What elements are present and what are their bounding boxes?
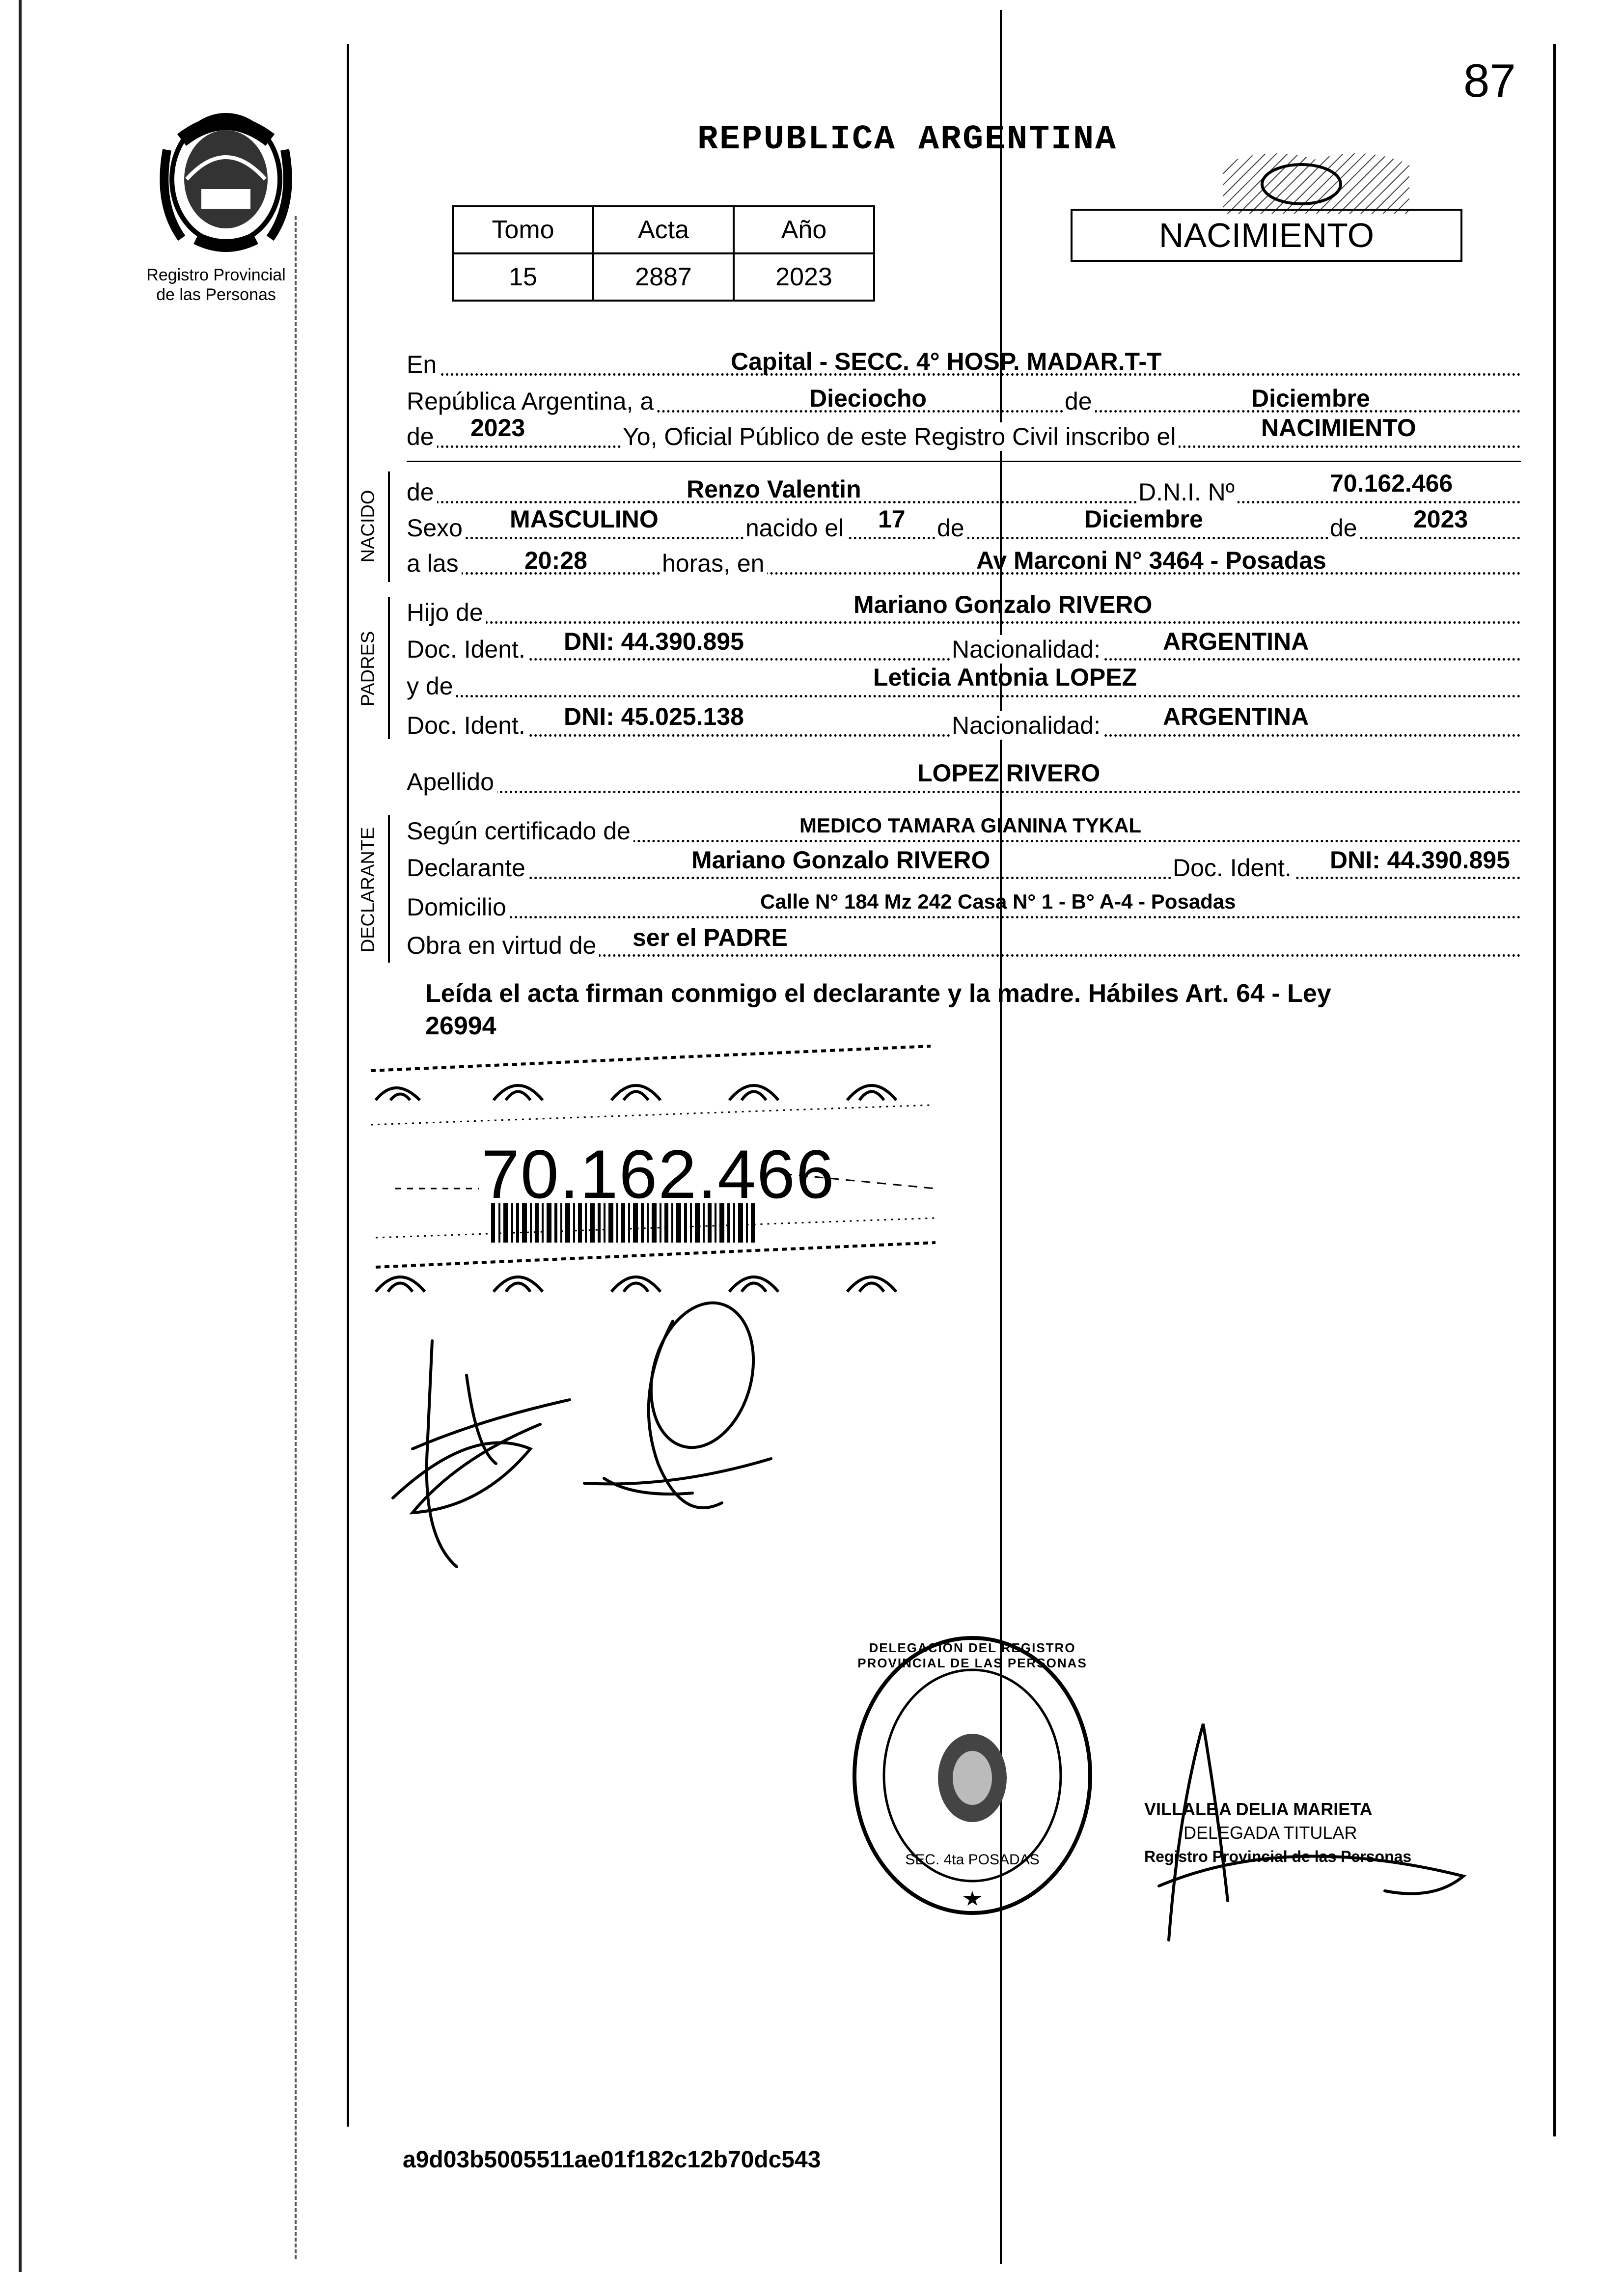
declarante-section-label: DECLARANTE (358, 827, 379, 953)
y-de-label: y de (407, 672, 456, 700)
registry-line-1: Registro Provincial (146, 266, 286, 284)
father-nationality-label: Nacionalidad: (952, 635, 1103, 664)
hijo-de-label: Hijo de (407, 598, 486, 627)
birth-hour: 20:28 (524, 547, 587, 574)
nacido-top-rule (407, 461, 1521, 462)
father-name: Mariano Gonzalo RIVERO (853, 591, 1153, 618)
registry-line-2: de las Personas (156, 285, 276, 304)
frame-left-line (347, 44, 349, 2127)
register-table-header-row (453, 206, 874, 253)
row-father-doc (407, 628, 1521, 665)
dotted-leader (407, 877, 1521, 879)
mother-doc: DNI: 45.025.138 (564, 703, 744, 730)
closing-line-2: 26994 (425, 1012, 496, 1040)
de-label: de (1065, 387, 1095, 416)
seal-ring-text: DELEGACION DEL REGISTRO PROVINCIAL DE LAS PERSONAS (857, 1640, 1087, 1670)
register-value-tomo: 15 (453, 253, 593, 301)
row-apellido (407, 759, 1521, 798)
declarant-name: Mariano Gonzalo RIVERO (691, 846, 991, 874)
register-table-value-row (453, 253, 874, 301)
registration-year: 2023 (470, 414, 525, 442)
closing-statement (425, 977, 1506, 1042)
country-title: REPUBLICA ARGENTINA (697, 120, 1118, 159)
seal-inner-text: SEC. 4ta POSADAS (905, 1852, 1040, 1868)
row-domicilio (407, 890, 1521, 923)
dotted-leader (407, 621, 1521, 624)
sticker-number: 70.162.466 (481, 1136, 835, 1213)
a-las-label: a las (407, 549, 462, 578)
declarant-doc: DNI: 44.390.895 (1330, 846, 1510, 874)
mother-doc-label: Doc. Ident. (407, 711, 528, 740)
father-doc: DNI: 44.390.895 (564, 628, 744, 655)
birth-de-label-2: de (1330, 514, 1360, 542)
surname: LOPEZ RIVERO (917, 759, 1101, 787)
page-number: 87 (1463, 55, 1516, 107)
official-stamp-name: VILLALBA DELIA MARIETA (1144, 1799, 1373, 1819)
frame-right-line (1553, 44, 1556, 2136)
registration-month: Diciembre (1251, 385, 1370, 412)
declarante-bracket (388, 815, 390, 963)
row-mother-doc (407, 703, 1521, 742)
provincia-emblem (152, 106, 300, 258)
year-prefix-label: de (407, 422, 437, 451)
row-obra (407, 924, 1521, 962)
declarante-label: Declarante (407, 854, 528, 882)
address: Calle N° 184 Mz 242 Casa N° 1 - B° A-4 - Posadas (760, 890, 1236, 913)
birth-year: 2023 (1413, 505, 1468, 533)
row-hora (407, 547, 1521, 580)
left-edge-line (19, 0, 22, 2272)
dni-label-sticker (366, 1041, 945, 1302)
registration-day: Dieciocho (809, 385, 927, 412)
official-stamp-title: DELEGADA TITULAR (1184, 1823, 1357, 1843)
dotted-leader (407, 695, 1521, 697)
row-republica (407, 385, 1521, 417)
nacido-el-label: nacido el (745, 514, 847, 542)
obra-label: Obra en virtud de (407, 931, 599, 960)
hologram-stamp (1218, 145, 1414, 219)
act-type-box (1071, 209, 1462, 262)
register-value-acta: 2887 (593, 253, 734, 301)
row-sexo (407, 505, 1521, 544)
dotted-leader (407, 501, 1521, 503)
birth-day: 17 (878, 505, 906, 533)
official-stamp (1144, 1798, 1439, 1868)
register-table (452, 205, 875, 302)
mother-nationality-label: Nacionalidad: (952, 711, 1103, 740)
mother-nationality: ARGENTINA (1163, 703, 1309, 730)
declarant-doc-label: Doc. Ident. (1173, 854, 1294, 882)
dotted-leader (407, 791, 1521, 793)
dotted-leader (407, 916, 1521, 918)
nacido-de-label: de (407, 478, 437, 506)
registration-place: Capital - SECC. 4° HOSP. MADAR.T-T (731, 348, 1162, 375)
certificate-issuer: MEDICO TAMARA GIANINA TYKAL (799, 814, 1142, 837)
row-nacido-name (407, 470, 1521, 508)
registry-name (133, 265, 300, 305)
padres-bracket (388, 597, 390, 739)
closing-line-1: Leída el acta firman conmigo el declarante y la madre. Hábiles Art. 64 - Ley (425, 979, 1331, 1008)
en-label: En (407, 350, 440, 379)
child-sex: MASCULINO (510, 505, 659, 533)
birth-month: Diciembre (1084, 505, 1203, 533)
signature-mother (575, 1297, 781, 1552)
row-en (407, 348, 1521, 381)
row-hijo-de (407, 591, 1521, 629)
inscription-type: NACIMIENTO (1261, 414, 1416, 442)
mother-name: Leticia Antonia LOPEZ (873, 664, 1137, 691)
domicilio-label: Domicilio (407, 893, 509, 921)
row-year (407, 414, 1521, 453)
register-value-ano: 2023 (734, 253, 874, 301)
margin-dashed-line (295, 216, 297, 2259)
obra-value: ser el PADRE (633, 924, 788, 951)
row-declarante (407, 846, 1521, 884)
republica-label: República Argentina, a (407, 387, 657, 416)
officer-text: Yo, Oficial Público de este Registro Civil inscribo el (623, 422, 1179, 451)
father-nationality: ARGENTINA (1163, 628, 1309, 655)
certificado-label: Según certificado de (407, 817, 633, 845)
birth-de-label: de (937, 514, 967, 542)
horas-en-label: horas, en (662, 549, 767, 578)
act-type-label: NACIMIENTO (1158, 216, 1375, 254)
dni-label: D.N.I. Nº (1138, 478, 1238, 506)
document-hash: a9d03b5005511ae01f182c12b70dc543 (403, 2147, 821, 2173)
row-y-de (407, 664, 1521, 702)
apellido-label: Apellido (407, 768, 497, 796)
register-header-ano: Año (734, 206, 874, 253)
child-dni: 70.162.466 (1330, 470, 1453, 497)
nacido-bracket (388, 471, 390, 582)
official-stamp-registry: Registro Provincial de las Personas (1144, 1848, 1412, 1865)
sexo-label: Sexo (407, 514, 466, 542)
register-header-tomo: Tomo (453, 206, 593, 253)
child-name: Renzo Valentin (687, 475, 861, 503)
birth-place: Av Marconi N° 3464 - Posadas (976, 547, 1326, 574)
official-seal (845, 1631, 1100, 1920)
nacido-section-label: NACIDO (358, 490, 379, 563)
padres-section-label: PADRES (358, 631, 379, 707)
row-certificado (407, 814, 1521, 847)
father-doc-label: Doc. Ident. (407, 635, 528, 664)
register-header-acta: Acta (593, 206, 734, 253)
